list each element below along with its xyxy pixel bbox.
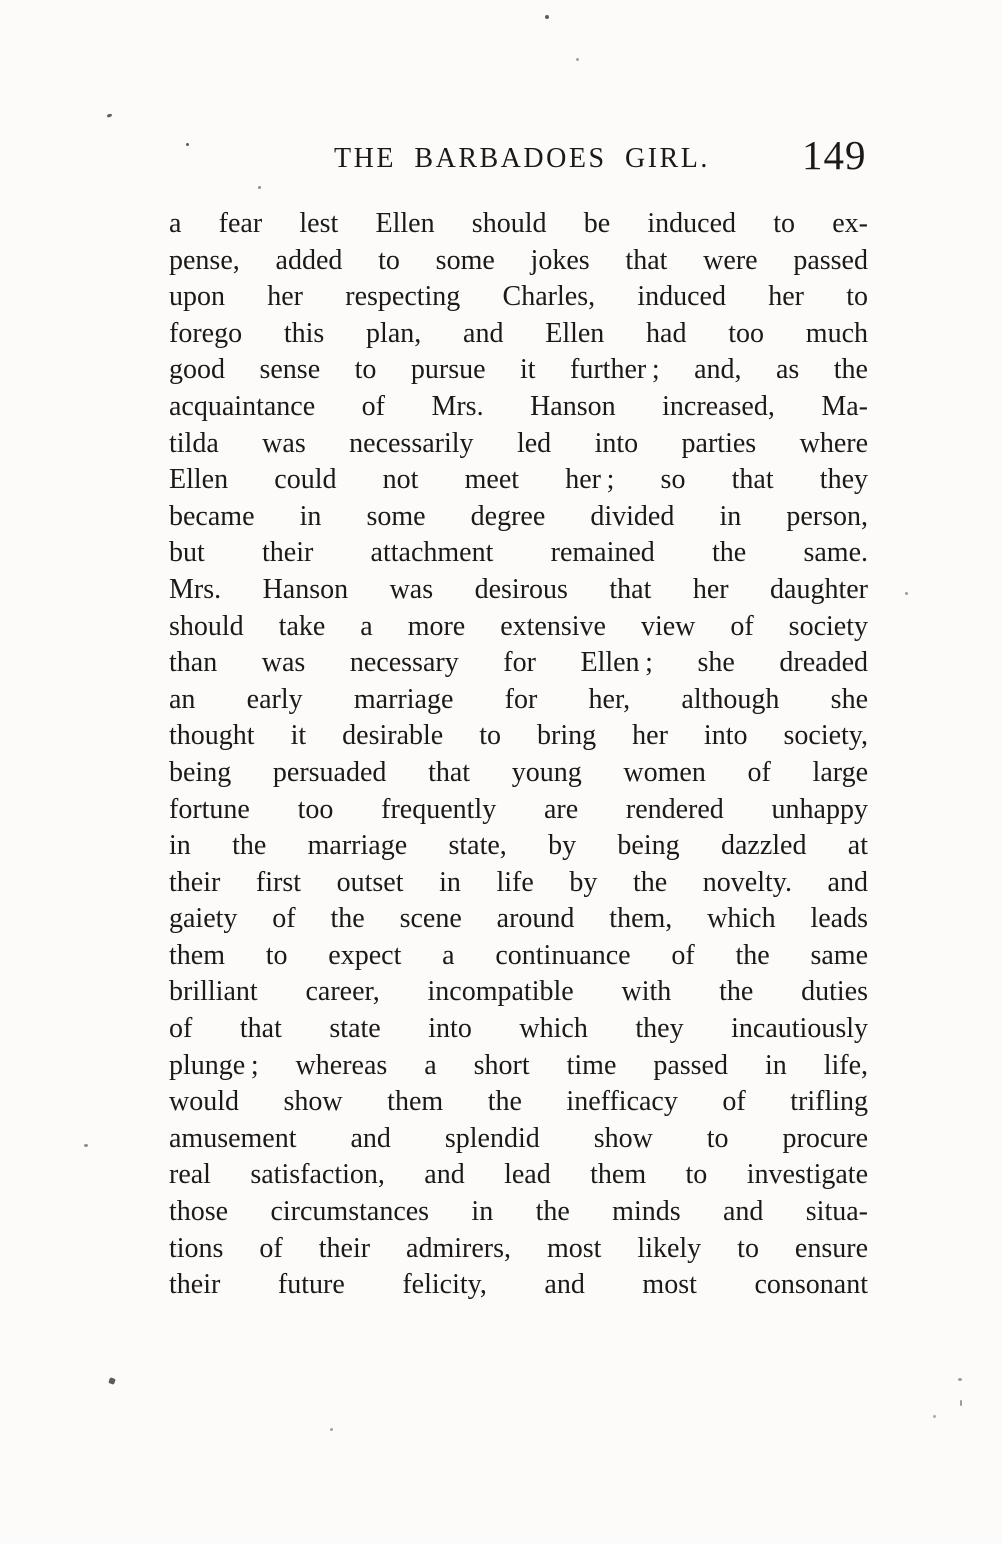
text-line: real satisfaction, and lead them to investigate: [169, 1159, 868, 1191]
text-line: thought it desirable to bring her into society,: [169, 720, 868, 752]
text-line: tions of their admirers, most likely to ensure: [169, 1232, 868, 1264]
scan-speck: [905, 592, 908, 595]
scan-speck: [933, 1415, 936, 1418]
text-line: being persuaded that young women of large: [169, 756, 868, 788]
text-line: a fear lest Ellen should be induced to ex-: [169, 208, 868, 239]
scan-speck: [958, 1378, 962, 1381]
text-line: became in some degree divided in person,: [169, 500, 868, 532]
text-line: an early marriage for her, although she: [169, 683, 868, 715]
text-line: than was necessary for Ellen ; she dreaded: [169, 647, 868, 679]
text-line: should take a more extensive view of society: [169, 610, 868, 642]
text-line: amusement and splendid show to procure: [169, 1122, 868, 1154]
body-text: [169, 206, 868, 1304]
scan-speck: [186, 143, 189, 146]
text-line: acquaintance of Mrs. Hanson increased, Ma-: [169, 390, 868, 422]
running-title: THE BARBADOES GIRL.: [334, 143, 710, 174]
text-line: their first outset in life by the novelty. and: [169, 866, 868, 898]
scan-speck: [108, 1377, 116, 1385]
scan-speck: [258, 186, 261, 189]
text-line: but their attachment remained the same.: [169, 537, 868, 569]
text-line: pense, added to some jokes that were passed: [169, 244, 868, 276]
text-line: them to expect a continuance of the same: [169, 939, 868, 971]
text-line: brilliant career, incompatible with the duties: [169, 976, 868, 1008]
text-line: fortune too frequently are rendered unhappy: [169, 793, 868, 825]
text-line: of that state into which they incautiously: [169, 1013, 868, 1045]
scan-speck: [576, 58, 579, 61]
page-number: 149: [802, 132, 867, 178]
text-line: forego this plan, and Ellen had too much: [169, 317, 868, 349]
text-line: gaiety of the scene around them, which leads: [169, 903, 868, 935]
text-line: good sense to pursue it further ; and, as the: [169, 354, 868, 386]
scan-speck: [330, 1428, 333, 1431]
text-line: plunge ; whereas a short time passed in life,: [169, 1049, 868, 1081]
text-line: Ellen could not meet her ; so that they: [169, 464, 868, 496]
text-line: would show them the inefficacy of trifling: [169, 1086, 868, 1118]
scan-speck: [84, 1144, 88, 1147]
text-line: Mrs. Hanson was desirous that her daughter: [169, 573, 868, 605]
scan-speck: [960, 1400, 962, 1406]
text-line: tilda was necessarily led into parties where: [169, 427, 868, 459]
scan-speck: [545, 15, 549, 19]
text-line: in the marriage state, by being dazzled at: [169, 830, 868, 862]
text-line: those circumstances in the minds and situa-: [169, 1196, 868, 1228]
text-line: their future felicity, and most consonant: [169, 1269, 868, 1301]
text-line: upon her respecting Charles, induced her to: [169, 281, 868, 313]
scan-speck: [107, 113, 113, 118]
